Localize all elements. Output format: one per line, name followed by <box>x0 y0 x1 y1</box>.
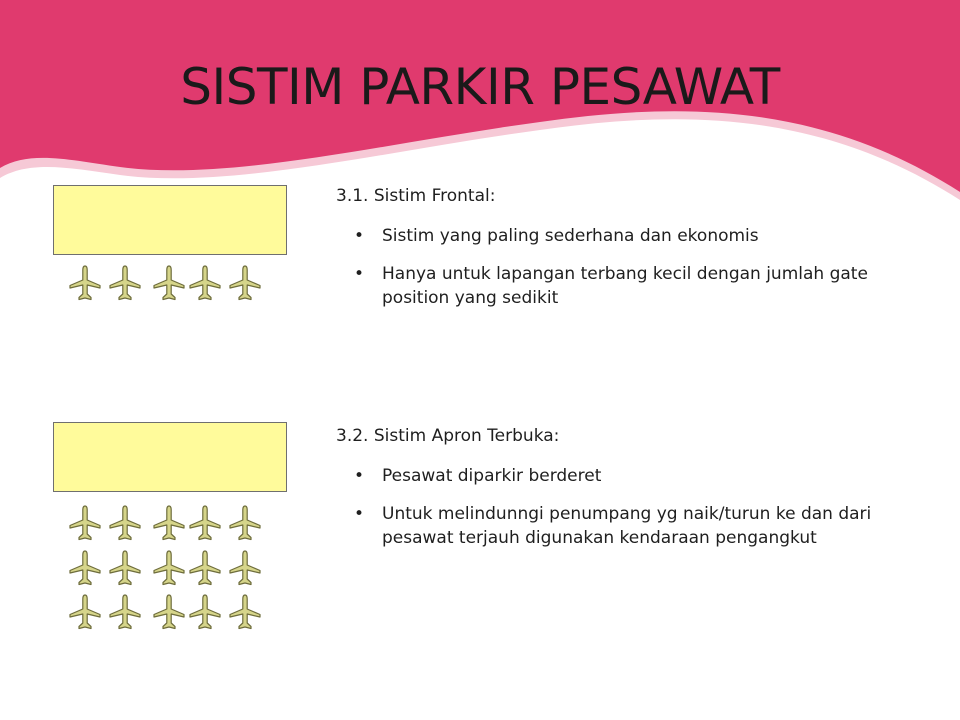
airplane-icon <box>108 550 142 588</box>
bullet-text: Untuk melindunngi penumpang yg naik/turun ke dan dari pesawat terjauh digunakan kendaraan pengangkut <box>382 504 872 548</box>
airplane-icon <box>228 505 262 543</box>
bullet-list <box>336 464 926 550</box>
airplane-icon <box>152 265 186 303</box>
bullet-dot-icon: • <box>354 466 365 486</box>
slide-title: SISTIM PARKIR PESAWAT <box>180 58 780 116</box>
airplane-icon <box>68 594 102 632</box>
airplane-icon <box>68 550 102 588</box>
terminal-building-open-apron <box>53 422 287 492</box>
section-heading: 3.1. Sistim Frontal: <box>336 186 496 206</box>
airplane-icon <box>228 550 262 588</box>
bullet-text: Hanya untuk lapangan terbang kecil dengan jumlah gate position yang sedikit <box>382 264 868 308</box>
terminal-building-frontal <box>53 185 287 255</box>
bullet-item <box>336 262 902 310</box>
airplane-icon <box>108 505 142 543</box>
bullet-item <box>336 464 926 488</box>
airplane-icon <box>188 265 222 303</box>
airplane-icon <box>108 594 142 632</box>
airplane-icon <box>68 265 102 303</box>
airplane-icon <box>152 594 186 632</box>
airplane-icon <box>188 505 222 543</box>
bullet-dot-icon: • <box>354 226 365 246</box>
bullet-item <box>336 502 922 550</box>
plane-grid-frontal <box>68 265 268 305</box>
section-heading: 3.2. Sistim Apron Terbuka: <box>336 426 560 446</box>
bullet-list <box>336 224 926 310</box>
airplane-icon <box>228 265 262 303</box>
airplane-icon <box>228 594 262 632</box>
bullet-item <box>336 224 926 248</box>
section-frontal <box>336 184 926 324</box>
airplane-icon <box>68 505 102 543</box>
section-open-apron <box>336 424 926 564</box>
bullet-text: Sistim yang paling sederhana dan ekonomis <box>382 226 759 246</box>
plane-grid-open-apron <box>68 505 268 635</box>
airplane-icon <box>152 550 186 588</box>
airplane-icon <box>108 265 142 303</box>
airplane-icon <box>188 550 222 588</box>
bullet-dot-icon: • <box>354 504 365 524</box>
bullet-dot-icon: • <box>354 264 365 284</box>
bullet-text: Pesawat diparkir berderet <box>382 466 602 486</box>
airplane-icon <box>188 594 222 632</box>
airplane-icon <box>152 505 186 543</box>
